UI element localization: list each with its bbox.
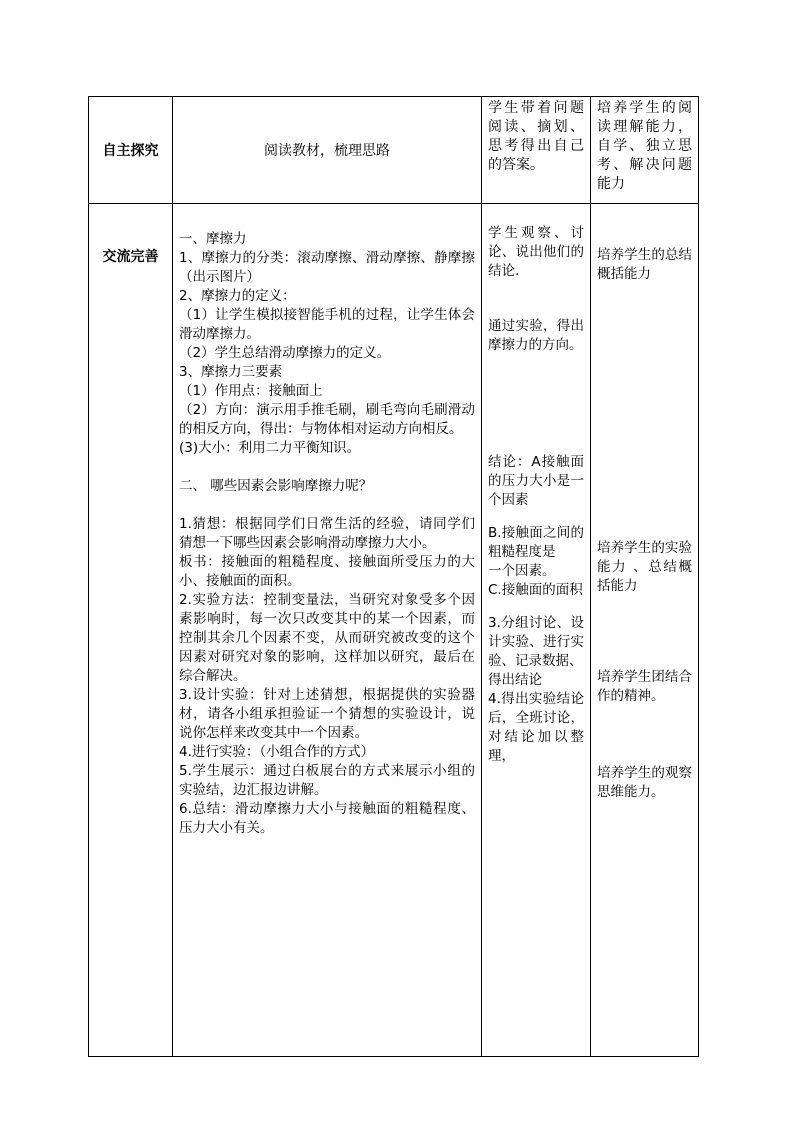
table-row <box>89 97 699 204</box>
student-line: 学生观察、讨论、说出他们的结论. <box>488 225 584 279</box>
student-activity: 学生带着问题阅读、摘划、思考得出自己的答案。 <box>482 97 591 204</box>
content-line: （1）作用点：接触面上 <box>179 383 323 399</box>
table-row <box>89 204 699 1057</box>
content-line: （1）让学生模拟接智能手机的过程，让学生体会滑动摩擦力。 <box>179 307 475 342</box>
student-line: 3.分组讨论、设计实验、进行实验、记录数据、 <box>488 615 584 669</box>
content-line: （2）学生总结滑动摩擦力的定义。 <box>179 345 391 361</box>
student-line: 通过实验，得出摩擦力的方向。 <box>488 318 584 353</box>
content-line: 5.学生展示：通过白板展台的方式来展示小组的实验结，边汇报边讲解。 <box>179 763 475 798</box>
content-line: 3.设计实验：针对上述猜想，根据提供的实验器材，请各小组承担验证一个猜想的实验设计，说说你怎样来改变其中一个因素。 <box>179 687 475 741</box>
content-line: 板书：接触面的粗糙程度、接触面所受压力的大小、接触面的面积。 <box>179 554 475 589</box>
stage-label: 自主探究 <box>89 97 173 204</box>
goal-line: 培养学生的总结概括能力 <box>597 247 692 282</box>
content-line: (3)大小：利用二力平衡知识。 <box>179 440 361 456</box>
teacher-activity <box>173 204 482 1057</box>
teacher-activity: 阅读教材，梳理思路 <box>173 97 482 204</box>
design-intent <box>591 204 699 1057</box>
student-line: C.接触面的面积 <box>488 582 583 598</box>
content-line: 3、摩擦力三要素 <box>179 364 283 380</box>
goal-line: 培养学生的观察 思维能力。 <box>597 765 692 800</box>
lesson-plan-table <box>88 96 699 1057</box>
content-line: 2.实验方法：控制变量法，当研究对象受多个因素影响时，每一次只改变其中的某一个因素，而控制其余几个因素不变，从而研究被改变的这个因素对研究对象的影响，这样加以研究，最后在综合解决。 <box>179 592 475 684</box>
student-line: 4.得出实验结论后，全班讨论，对结论加以整理， <box>488 691 584 764</box>
student-line: B.接触面之间的粗糙程度是 <box>488 525 584 560</box>
content-line: 2、摩擦力的定义： <box>179 288 296 304</box>
design-intent: 培养学生的阅读理解能力，自学、独立思考、解决问题能力 <box>591 97 699 204</box>
stage-label: 交流完善 <box>89 204 173 1057</box>
student-line: 一个因素。 <box>488 563 556 579</box>
student-activity <box>482 204 591 1057</box>
content-line: 6.总结：滑动摩擦力大小与接触面的粗糙程度、压力大小有关。 <box>179 801 475 836</box>
goal-line: 培养学生团结合作的精神。 <box>597 669 692 704</box>
content-line: 1、摩擦力的分类：滚动摩擦、滑动摩擦、静摩擦（出示图片） <box>179 250 475 285</box>
content-line: （2）方向：演示用手推毛刷，刷毛弯向毛刷滑动的相反方向，得出：与物体相对运动方向相反。 <box>179 402 475 437</box>
student-line: 得出结论 <box>488 672 542 688</box>
content-line: 一、摩擦力 <box>179 231 247 247</box>
student-line: 结论：A接触面的压力大小是一个因素 <box>488 454 584 508</box>
content-line: 1.猜想：根据同学们日常生活的经验，请同学们猜想一下哪些因素会影响滑动摩擦力大小。 <box>179 516 475 551</box>
content-line: 4.进行实验：（小组合作的方式） <box>179 744 375 760</box>
section-heading: 二、 哪些因素会影响摩擦力呢？ <box>179 478 373 494</box>
goal-line: 培养学生的实验能力 、总结概括能力 <box>597 540 692 594</box>
